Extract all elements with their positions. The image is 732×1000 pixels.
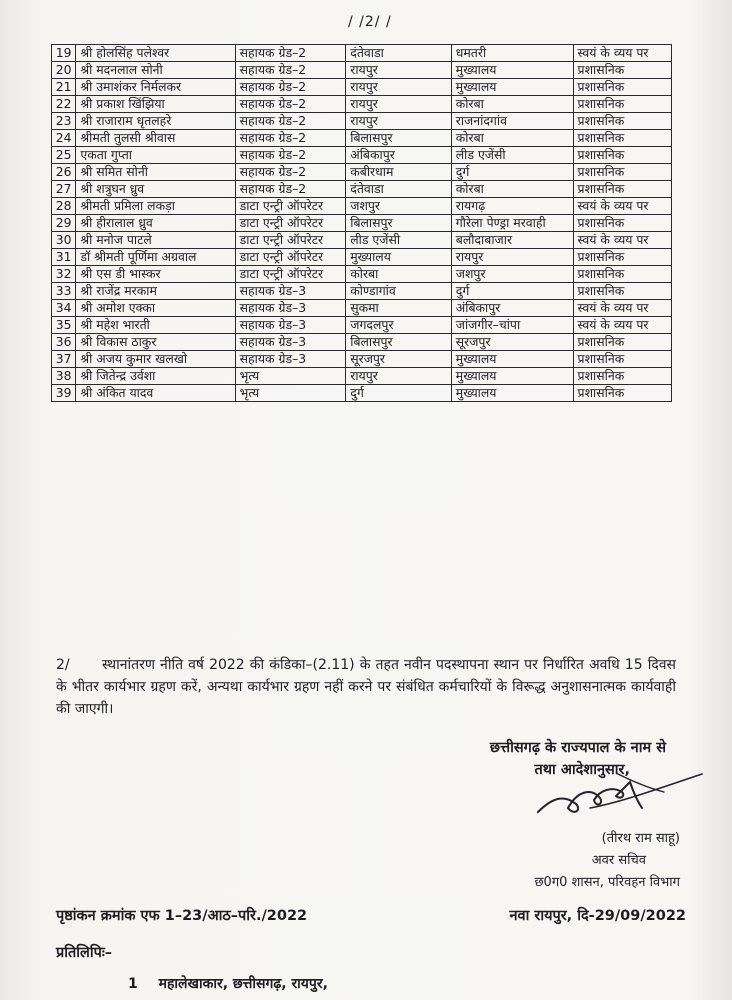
employee-name-cell: श्री हीरालाल ध्रुव [76,215,235,232]
page-number: / /2/ / [348,14,392,30]
instruction-paragraph [56,654,676,720]
serial-number-cell: 34 [52,300,76,317]
table-row [52,113,672,130]
post-cell: सहायक ग्रेड–2 [235,147,346,164]
employee-name-cell: एकता गुप्ता [76,147,235,164]
transfer-type-cell: प्रशासनिक [573,164,671,181]
from-office-cell: रायपुर [346,62,452,79]
from-office-cell: रायपुर [346,113,452,130]
from-office-cell: जशपुर [346,198,452,215]
serial-number-cell: 22 [52,96,76,113]
employee-name-cell: श्री समित सोनी [76,164,235,181]
to-office-cell: कोरबा [451,181,573,198]
from-office-cell: सूरजपुर [346,351,452,368]
to-office-cell: मुख्यालय [451,351,573,368]
to-office-cell: बलौदाबाजार [451,232,573,249]
from-office-cell: दुर्ग [346,385,452,402]
employee-name-cell: श्रीमती प्रमिला लकड़ा [76,198,235,215]
to-office-cell: रायपुर [451,249,573,266]
from-office-cell: रायपुर [346,368,452,385]
post-cell: सहायक ग्रेड–2 [235,130,346,147]
handwritten-signature [530,768,710,828]
table-row [52,45,672,62]
to-office-cell: कोरबा [451,130,573,147]
table-row [52,96,672,113]
serial-number-cell: 25 [52,147,76,164]
table-row [52,368,672,385]
from-office-cell: कोण्डागांव [346,283,452,300]
table-row [52,79,672,96]
transfer-type-cell: स्वयं के व्यय पर [573,45,671,62]
post-cell: डाटा एन्ट्री ऑपरेटर [235,232,346,249]
serial-number-cell: 21 [52,79,76,96]
transfer-type-cell: स्वयं के व्यय पर [573,198,671,215]
transfer-type-cell: प्रशासनिक [573,283,671,300]
transfer-type-cell: प्रशासनिक [573,351,671,368]
to-office-cell: कोरबा [451,96,573,113]
post-cell: डाटा एन्ट्री ऑपरेटर [235,266,346,283]
serial-number-cell: 38 [52,368,76,385]
table-row [52,283,672,300]
employee-name-cell: श्री अमोश एक्का [76,300,235,317]
post-cell: सहायक ग्रेड–2 [235,62,346,79]
table-row [52,232,672,249]
employee-name-cell: श्री विकास ठाकुर [76,334,235,351]
copy-to-item [128,974,328,993]
serial-number-cell: 29 [52,215,76,232]
to-office-cell: जांजगीर–चांपा [451,317,573,334]
table-row [52,351,672,368]
employee-name-cell: श्री राजेंद्र मरकाम [76,283,235,300]
from-office-cell: लीड एजेंसी [346,232,452,249]
transfer-type-cell: प्रशासनिक [573,62,671,79]
table-row [52,266,672,283]
to-office-cell: राजनांदगांव [451,113,573,130]
from-office-cell: दंतेवाडा [346,45,452,62]
employee-name-cell: श्री एस डी भास्कर [76,266,235,283]
employee-name-cell: श्री प्रकाश खिंझिया [76,96,235,113]
serial-number-cell: 23 [52,113,76,130]
copy-to-heading: प्रतिलिपिः– [56,945,113,961]
from-office-cell: सुकमा [346,300,452,317]
serial-number-cell: 33 [52,283,76,300]
table-row [52,385,672,402]
to-office-cell: मुख्यालय [451,62,573,79]
transfer-type-cell: प्रशासनिक [573,113,671,130]
employee-name-cell: श्री मदनलाल सोनी [76,62,235,79]
from-office-cell: बिलासपुर [346,334,452,351]
employee-name-cell: श्री होलसिंह पलेश्वर [76,45,235,62]
employee-name-cell: डॉ श्रीमती पूर्णिमा अग्रवाल [76,249,235,266]
paragraph-number: 2/ [56,657,70,673]
serial-number-cell: 39 [52,385,76,402]
transfer-type-cell: स्वयं के व्यय पर [573,232,671,249]
employee-name-cell: श्री जितेन्द्र उर्वशा [76,368,235,385]
employee-name-cell: श्री मनोज पाटले [76,232,235,249]
post-cell: सहायक ग्रेड–2 [235,181,346,198]
employee-name-cell: श्री महेश भारती [76,317,235,334]
serial-number-cell: 19 [52,45,76,62]
paragraph-text: स्थानांतरण नीति वर्ष 2022 की कंडिका–(2.11) के तहत नवीन पदस्थापना स्थान पर निर्धारित अवधि 15 दिवस के भीतर कार्यभार ग्रहण करें, अन्यथा कार्यभार ग्रहण नहीं करने पर संबंधित कर्मचारियों के विरूद्ध अनुशासनात्मक कार्यवाही की जाएगी। [56,657,676,717]
employee-name-cell: श्रीमती तुलसी श्रीवास [76,130,235,147]
post-cell: डाटा एन्ट्री ऑपरेटर [235,249,346,266]
table-row [52,147,672,164]
transfer-table [51,44,672,402]
employee-name-cell: श्री अजय कुमार खलखो [76,351,235,368]
table-row [52,317,672,334]
transfer-type-cell: प्रशासनिक [573,79,671,96]
to-office-cell: जशपुर [451,266,573,283]
endorsement-line [56,905,686,925]
to-office-cell: धमतरी [451,45,573,62]
employee-name-cell: श्री राजाराम धृतलहरे [76,113,235,130]
to-office-cell: दुर्ग [451,283,573,300]
table-row [52,198,672,215]
from-office-cell: बिलासपुर [346,215,452,232]
endorsement-number: पृष्ठांकन क्रमांक एफ 1–23/आठ–परि./2022 [56,908,308,924]
signer-designation: अवर सचिव [591,853,646,868]
to-office-cell: अंबिकापुर [451,300,573,317]
post-cell: डाटा एन्ट्री ऑपरेटर [235,215,346,232]
transfer-type-cell: प्रशासनिक [573,96,671,113]
post-cell: सहायक ग्रेड–2 [235,113,346,130]
post-cell: भृत्य [235,368,346,385]
serial-number-cell: 26 [52,164,76,181]
transfer-type-cell: प्रशासनिक [573,215,671,232]
to-office-cell: रायगढ़ [451,198,573,215]
from-office-cell: बिलासपुर [346,130,452,147]
transfer-type-cell: स्वयं के व्यय पर [573,300,671,317]
post-cell: डाटा एन्ट्री ऑपरेटर [235,198,346,215]
serial-number-cell: 32 [52,266,76,283]
table-row [52,215,672,232]
from-office-cell: कबीरधाम [346,164,452,181]
transfer-type-cell: प्रशासनिक [573,368,671,385]
serial-number-cell: 28 [52,198,76,215]
closing-line-1: छत्तीसगढ़ के राज्यपाल के नाम से [489,740,666,756]
transfer-type-cell: प्रशासनिक [573,385,671,402]
transfer-type-cell: प्रशासनिक [573,266,671,283]
to-office-cell: सूरजपुर [451,334,573,351]
post-cell: सहायक ग्रेड–3 [235,300,346,317]
from-office-cell: कोरबा [346,266,452,283]
copy-to-item-text: महालेखाकार, छत्तीसगढ़, रायपुर, [158,976,328,992]
serial-number-cell: 24 [52,130,76,147]
post-cell: सहायक ग्रेड–2 [235,96,346,113]
serial-number-cell: 37 [52,351,76,368]
serial-number-cell: 31 [52,249,76,266]
to-office-cell: गौरेला पेण्ड्रा मरवाही [451,215,573,232]
post-cell: सहायक ग्रेड–3 [235,283,346,300]
copy-to-item-number: 1 [128,976,138,992]
from-office-cell: रायपुर [346,96,452,113]
post-cell: सहायक ग्रेड–3 [235,317,346,334]
post-cell: सहायक ग्रेड–2 [235,164,346,181]
serial-number-cell: 20 [52,62,76,79]
from-office-cell: मुख्यालय [346,249,452,266]
table-row [52,62,672,79]
signer-department: छ0ग0 शासन, परिवहन विभाग [534,875,680,890]
transfer-type-cell: प्रशासनिक [573,249,671,266]
table-row [52,164,672,181]
transfer-type-cell: स्वयं के व्यय पर [573,317,671,334]
post-cell: भृत्य [235,385,346,402]
transfer-type-cell: प्रशासनिक [573,130,671,147]
post-cell: सहायक ग्रेड–3 [235,351,346,368]
to-office-cell: मुख्यालय [451,385,573,402]
employee-name-cell: श्री अंकित यादव [76,385,235,402]
to-office-cell: लीड एजेंसी [451,147,573,164]
endorsement-place-date: नवा रायपुर, दि-29/09/2022 [509,908,686,924]
serial-number-cell: 27 [52,181,76,198]
table-row [52,130,672,147]
employee-name-cell: श्री शत्रुघन ध्रुव [76,181,235,198]
table-row [52,300,672,317]
from-office-cell: रायपुर [346,79,452,96]
to-office-cell: मुख्यालय [451,368,573,385]
to-office-cell: मुख्यालय [451,79,573,96]
table-row [52,334,672,351]
transfer-type-cell: प्रशासनिक [573,147,671,164]
from-office-cell: जगदलपुर [346,317,452,334]
serial-number-cell: 36 [52,334,76,351]
signer-block [470,828,680,894]
from-office-cell: दंतेवाडा [346,181,452,198]
post-cell: सहायक ग्रेड–2 [235,45,346,62]
transfer-type-cell: प्रशासनिक [573,181,671,198]
post-cell: सहायक ग्रेड–2 [235,79,346,96]
transfer-table-body [52,45,672,402]
post-cell: सहायक ग्रेड–3 [235,334,346,351]
employee-name-cell: श्री उमाशंकर निर्मलकर [76,79,235,96]
table-row [52,249,672,266]
serial-number-cell: 30 [52,232,76,249]
table-row [52,181,672,198]
serial-number-cell: 35 [52,317,76,334]
from-office-cell: अंबिकापुर [346,147,452,164]
transfer-type-cell: प्रशासनिक [573,334,671,351]
to-office-cell: दुर्ग [451,164,573,181]
closing-line-2: तथा आदेशानुसार, [534,762,630,778]
signer-name: (तीरथ राम साहू) [601,831,680,846]
